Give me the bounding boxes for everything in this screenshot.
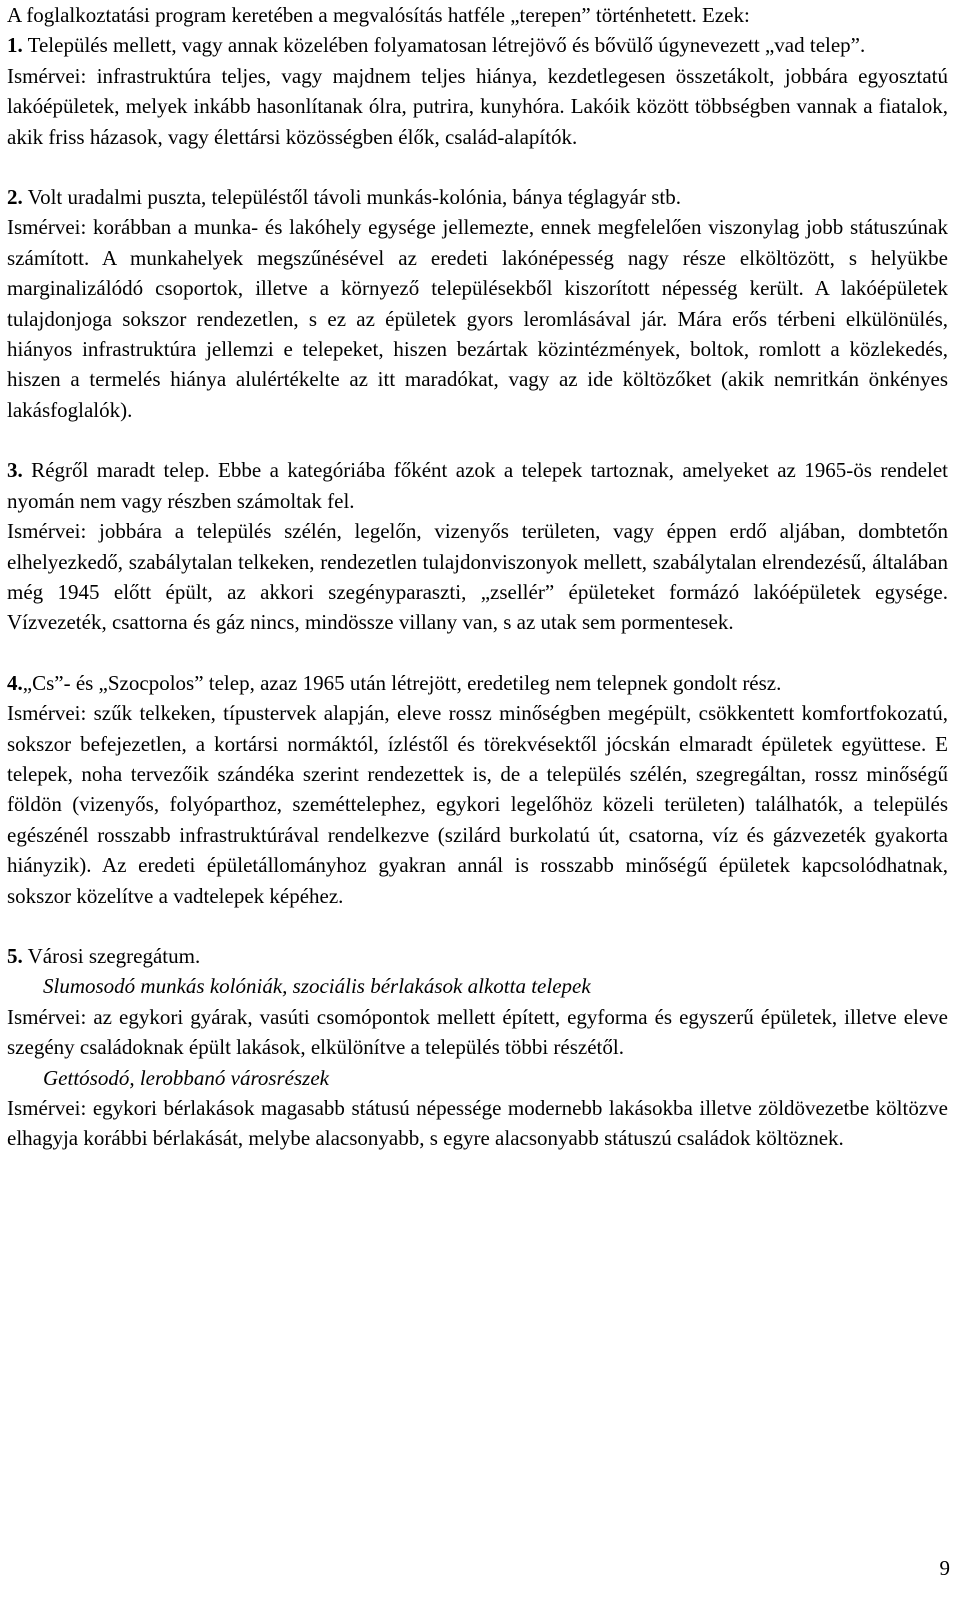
page-number: 9 [939, 1556, 950, 1580]
section-5 [7, 941, 948, 1154]
subsection-paragraph: Ismérvei: egykori bérlakások magasabb státusú népessége modernebb lakásokba illetve zöldövezetbe költözve elhagyja korábbi bérlakását, melybe alacsonyabb, s egyre alacsonyabb státuszú családok költöznek. [7, 1096, 948, 1151]
spacer [7, 425, 948, 455]
section-paragraph: Ismérvei: korábban a munka- és lakóhely egysége jellemezte, ennek megfelelően viszonylag jobb státuszúnak számított. A munkahelyek megszűnésével az eredeti lakónépesség nagy része elköltözött, s helyükbe marginalizálódó csoportok, illetve a környező településekből kiszorított népesség került. A lakóépületek tulajdonjoga sokszor rendezetlen, s ez az épületek gyors leromlásával jár. Mára erős térbeni elkülönülés, hiányos infrastruktúra jellemzi e telepeket, hiszen bezártak közintézmények, boltok, romlott a közlekedés, hiszen a termelés hiánya alulértékelte az itt maradókat, vagy az ide költözőket (akik nemritkán önkényes lakásfoglalók). [7, 215, 948, 422]
section-4 [7, 668, 948, 911]
section-paragraph: Ismérvei: jobbára a település szélén, legelőn, vizenyős területen, vagy éppen erdő aljában, dombtetőn elhelyezkedő, szabálytalan telkeken, rendezetlen tulajdonviszonyok mellett, szabálytalan elrendezésű, általában még 1945 előtt épült, az akkori szegényparaszti, „zsellér” épületeket formázó lakóépületek egysége. Vízvezeték, csattorna és gáz nincs, mindössze villany van, s az utak sem pormentesek. [7, 519, 948, 635]
section-heading-text: Település mellett, vagy annak közelében folyamatosan létrejövő és bővülő úgynevezett „vad telep”. [22, 33, 866, 58]
section-heading [7, 668, 948, 698]
section-number: 1. [7, 33, 23, 58]
section-2 [7, 182, 948, 425]
spacer [7, 638, 948, 668]
section-paragraph: Ismérvei: infrastruktúra teljes, vagy majdnem teljes hiánya, kezdetlegesen összetákolt, jobbára egyosztatú lakóépületek, melyek inkább hasonlítanak ólra, putrira, kunyhóra. Lakóik között többségben vannak a fiatalok, akik friss házasok, vagy élettársi közösségben élők, család-alapítók. [7, 63, 948, 149]
section-heading [7, 182, 948, 212]
section-number: 5. [7, 943, 23, 968]
section-heading [7, 941, 948, 971]
section-number: 4. [7, 670, 23, 695]
section-heading [7, 455, 948, 516]
section-number: 3. [7, 458, 23, 483]
subsection-paragraph: Ismérvei: az egykori gyárak, vasúti csomópontok mellett épített, egyforma és egyszerű épületek, illetve eleve szegény családoknak épült lakások, elkülönítve a település többi részétől. [7, 1004, 948, 1060]
section-heading-text: „Cs”- és „Szocpolos” telep, azaz 1965 után létrejött, eredetileg nem telepnek gondolt rész. [22, 670, 782, 695]
subsection-title: Slumosodó munkás kolóniák, szociális bérlakások alkotta telepek [43, 974, 591, 999]
document-page [7, 0, 948, 1154]
section-heading-text: Városi szegregátum. [22, 943, 201, 968]
section-heading-text: Régről maradt telep. Ebbe a kategóriába főként azok a telepek tartoznak, amelyeket az 1965-ös rendelet nyomán nem vagy részben számoltak fel. [7, 458, 948, 513]
spacer [7, 911, 948, 941]
section-number: 2. [7, 185, 23, 210]
section-heading-text: Volt uradalmi puszta, településtől távoli munkás-kolónia, bánya téglagyár stb. [22, 185, 681, 210]
subsection-title: Gettósodó, lerobbanó városrészek [43, 1065, 329, 1090]
spacer [7, 152, 948, 182]
section-3 [7, 455, 948, 637]
section-1 [7, 30, 948, 152]
section-heading [7, 30, 948, 60]
intro-paragraph: A foglalkoztatási program keretében a megvalósítás hatféle „terepen” történhetett. Ezek: [7, 3, 750, 27]
section-paragraph: Ismérvei: szűk telkeken, típustervek alapján, eleve rossz minőségben megépült, csökkentett komfortfokozatú, sokszor befejezetlen, a kortársi normáktól, ízléstől és törekvésektől jócskán elmaradt épületek együttese. E telepek, noha tervezőik szándéka szerint rendezettek is, de a település szélén, szegregáltan, rossz minőségű földön (vizenyős, folyóparthoz, szeméttelephez, egykori legelőhöz közeli területen) találhatók, a település egészénél rosszabb infrastruktúrával rendelkezve (szilárd burkolatú út, csatorna, víz és gázvezeték gyakorta hiányzik). Az eredeti épületállományhoz gyakran annál is rosszabb minőségű épületek kapcsolódhatnak, sokszor közelítve a vadtelepek képéhez. [7, 701, 948, 908]
